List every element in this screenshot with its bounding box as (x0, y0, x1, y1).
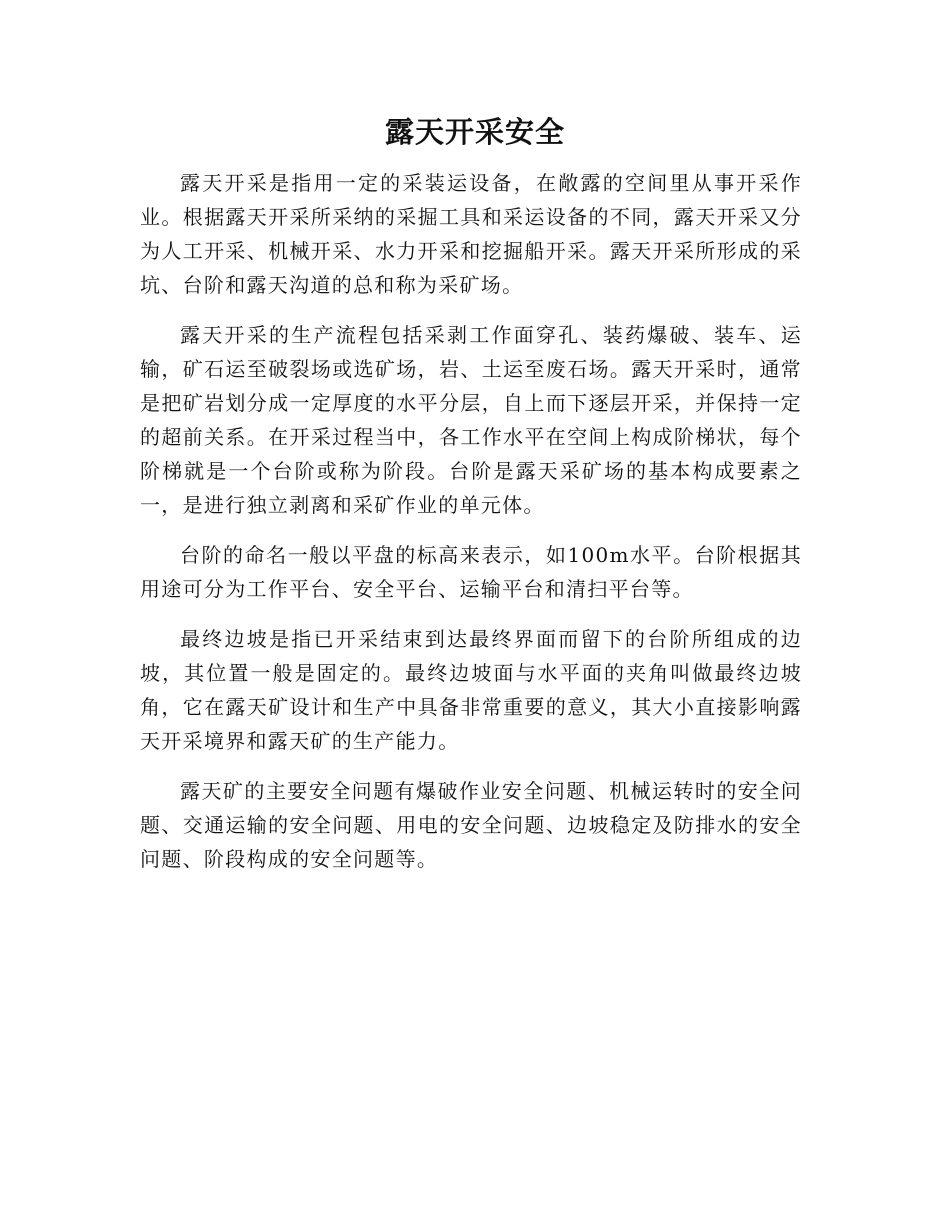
paragraph-2: 露天开采的生产流程包括采剥工作面穿孔、装药爆破、装车、运输，矿石运至破裂场或选矿场，岩、土运至废石场。露天开采时，通常是把矿岩划分成一定厚度的水平分层，自上而下逐层开采，并保持一定的超前关系。在开采过程当中，各工作水平在空间上构成阶梯状，每个阶梯就是一个台阶或称为阶段。台阶是露天采矿场的基本构成要素之一，是进行独立剥离和采矿作业的单元体。 (140, 323, 802, 517)
paragraph-1: 露天开采是指用一定的采装运设备，在敞露的空间里从事开采作业。根据露天开采所采纳的采掘工具和采运设备的不同，露天开采又分为人工开采、机械开采、水力开采和挖掘船开采。露天开采所形成的采坑、台阶和露天沟道的总和称为采矿场。 (140, 171, 802, 297)
document-body (140, 166, 802, 892)
document-title: 露天开采安全 (384, 115, 565, 149)
paragraph-4: 最终边坡是指已开采结束到达最终界面而留下的台阶所组成的边坡，其位置一般是固定的。最终边坡面与水平面的夹角叫做最终边坡角，它在露天矿设计和生产中具备非常重要的意义，其大小直接影响露天开采境界和露天矿的生产能力。 (140, 627, 802, 753)
paragraph-5: 露天矿的主要安全问题有爆破作业安全问题、机械运转时的安全问题、交通运输的安全问题、用电的安全问题、边坡稳定及防排水的安全问题、阶段构成的安全问题等。 (140, 779, 802, 871)
paragraph-3: 台阶的命名一般以平盘的标高来表示，如100m水平。台阶根据其用途可分为工作平台、安全平台、运输平台和清扫平台等。 (140, 543, 802, 601)
